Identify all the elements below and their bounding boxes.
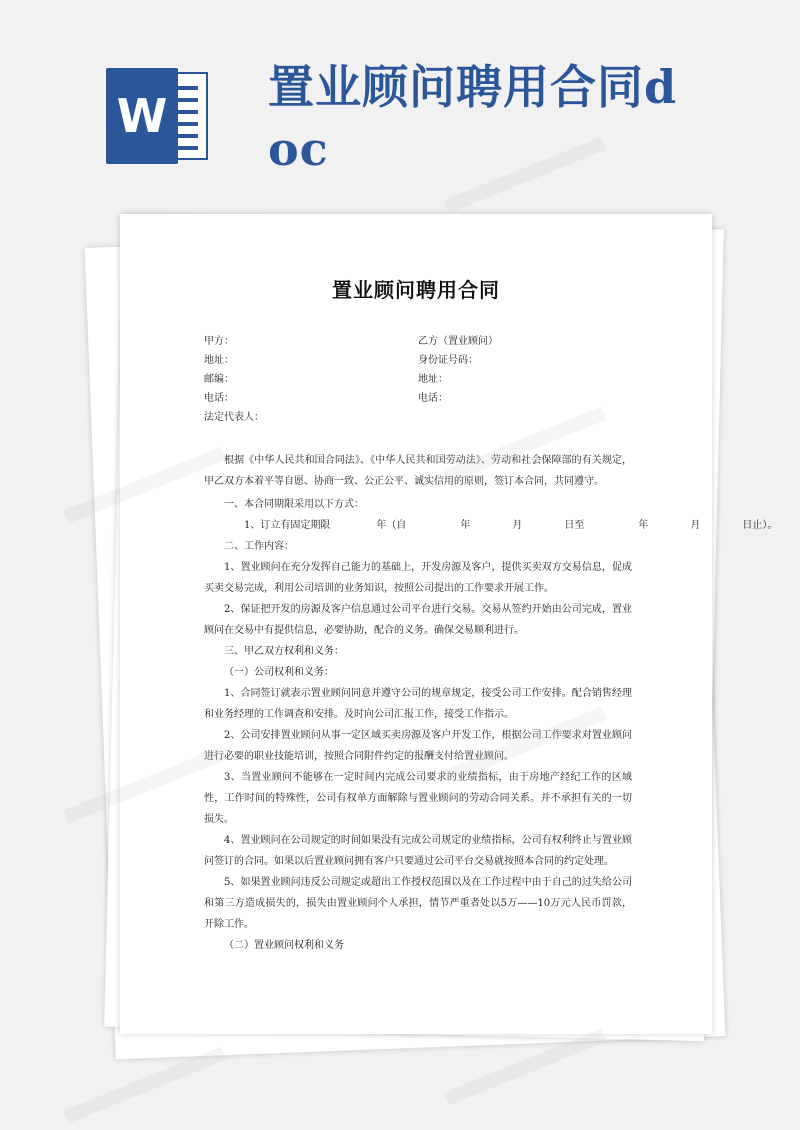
word-icon-letter: W — [106, 68, 178, 164]
fixed-term-label: 1、订立有固定期限 — [244, 520, 331, 531]
party-b-id-number: 身份证号码： — [418, 355, 478, 366]
fixed-term-end-day: 日止）。 — [742, 520, 778, 531]
paper-sheet-front — [120, 214, 778, 1034]
document-file-title: 置业顾问聘用合同doc — [268, 60, 678, 176]
section-term: 一、本合同期限采用以下方式： — [224, 499, 364, 510]
subsection-company-rights: （一）公司权利和义务： — [224, 667, 334, 678]
fixed-term-years: 年（自 — [376, 520, 407, 531]
legal-representative: 法定代表人： — [204, 412, 264, 423]
party-b-label: 乙方（置业顾问） — [418, 336, 498, 347]
company-right-2: 2、公司安排置业顾问从事一定区域买卖房源及客户开发工作，根据公司工作要求对置业顾问进行必要的职业技能培训，按照合同附件约定的报酬支付给置业顾问。 — [204, 730, 632, 762]
contract-page — [120, 214, 778, 1034]
fixed-term-start-month: 月 — [512, 520, 523, 531]
section-work: 二、工作内容： — [224, 541, 294, 552]
party-a-phone: 电话： — [204, 393, 234, 404]
fixed-term-line — [204, 515, 778, 536]
section-rights: 三、甲乙双方权利和义务： — [224, 646, 344, 657]
word-document-icon — [106, 68, 214, 164]
party-row — [204, 332, 664, 351]
work-item-1: 1、置业顾问在充分发挥自己能力的基础上，开发房源及客户，提供买卖双方交易信息，促成买卖交易完成，利用公司培训的业务知识，按照公司提出的工作要求开展工作。 — [204, 562, 632, 594]
party-a-postcode: 邮编： — [204, 374, 234, 385]
fixed-term-end-year: 年 — [638, 520, 649, 531]
company-right-3: 3、当置业顾问不能够在一定时间内完成公司要求的业绩指标，由于房地产经纪工作的区域性，工作时间的特殊性，公司有权单方面解除与置业顾问的劳动合同关系。并不承担有关的一切损失。 — [204, 772, 632, 825]
party-b-address: 地址： — [418, 374, 448, 385]
company-right-4: 4、置业顾问在公司规定的时间如果没有完成公司规定的业绩指标，公司有权利终止与置业顾问签订的合同。如果以后置业顾问拥有客户只要通过公司平台交易就按照本合同的约定处理。 — [204, 835, 632, 867]
subsection-consultant-rights: （二）置业顾问权利和义务 — [224, 940, 344, 951]
party-row-empty — [418, 408, 664, 427]
contract-intro: 根据《中华人民共和国合同法》、《中华人民共和国劳动法》、劳动和社会保障部的有关规定，甲乙双方本着平等自愿、协商一致、公正公平、诚实信用的原则，签订本合同，共同遵守。 — [204, 455, 632, 487]
company-right-1: 1、合同签订就表示置业顾问同意并遵守公司的规章规定，接受公司工作安排。配合销售经理和业务经理的工作调查和安排。及时向公司汇报工作，接受工作指示。 — [204, 688, 632, 720]
party-a-label: 甲方： — [204, 336, 234, 347]
fixed-term-start-year: 年 — [460, 520, 471, 531]
work-item-2: 2、保证把开发的房源及客户信息通过公司平台进行交易。交易从签约开始由公司完成，置业顾问在交易中有提供信息，必要协助，配合的义务。确保交易顺利进行。 — [204, 604, 632, 636]
fixed-term-start-day: 日至 — [564, 520, 585, 531]
party-info — [204, 332, 664, 427]
party-row — [204, 389, 664, 408]
contract-body — [204, 450, 778, 956]
fixed-term-end-month: 月 — [690, 520, 701, 531]
party-row — [204, 351, 664, 370]
party-a-address: 地址： — [204, 355, 234, 366]
party-b-phone: 电话： — [418, 393, 448, 404]
contract-title: 置业顾问聘用合同 — [332, 278, 500, 302]
party-row — [204, 370, 664, 389]
company-right-5: 5、如果置业顾问违反公司规定或超出工作授权范围以及在工作过程中由于自己的过失给公司和第三方造成损失的，损失由置业顾问个人承担，情节严重者处以5万——10万元人民币罚款，开除工作。 — [204, 877, 632, 930]
document-header — [0, 0, 800, 200]
party-row — [204, 408, 664, 427]
